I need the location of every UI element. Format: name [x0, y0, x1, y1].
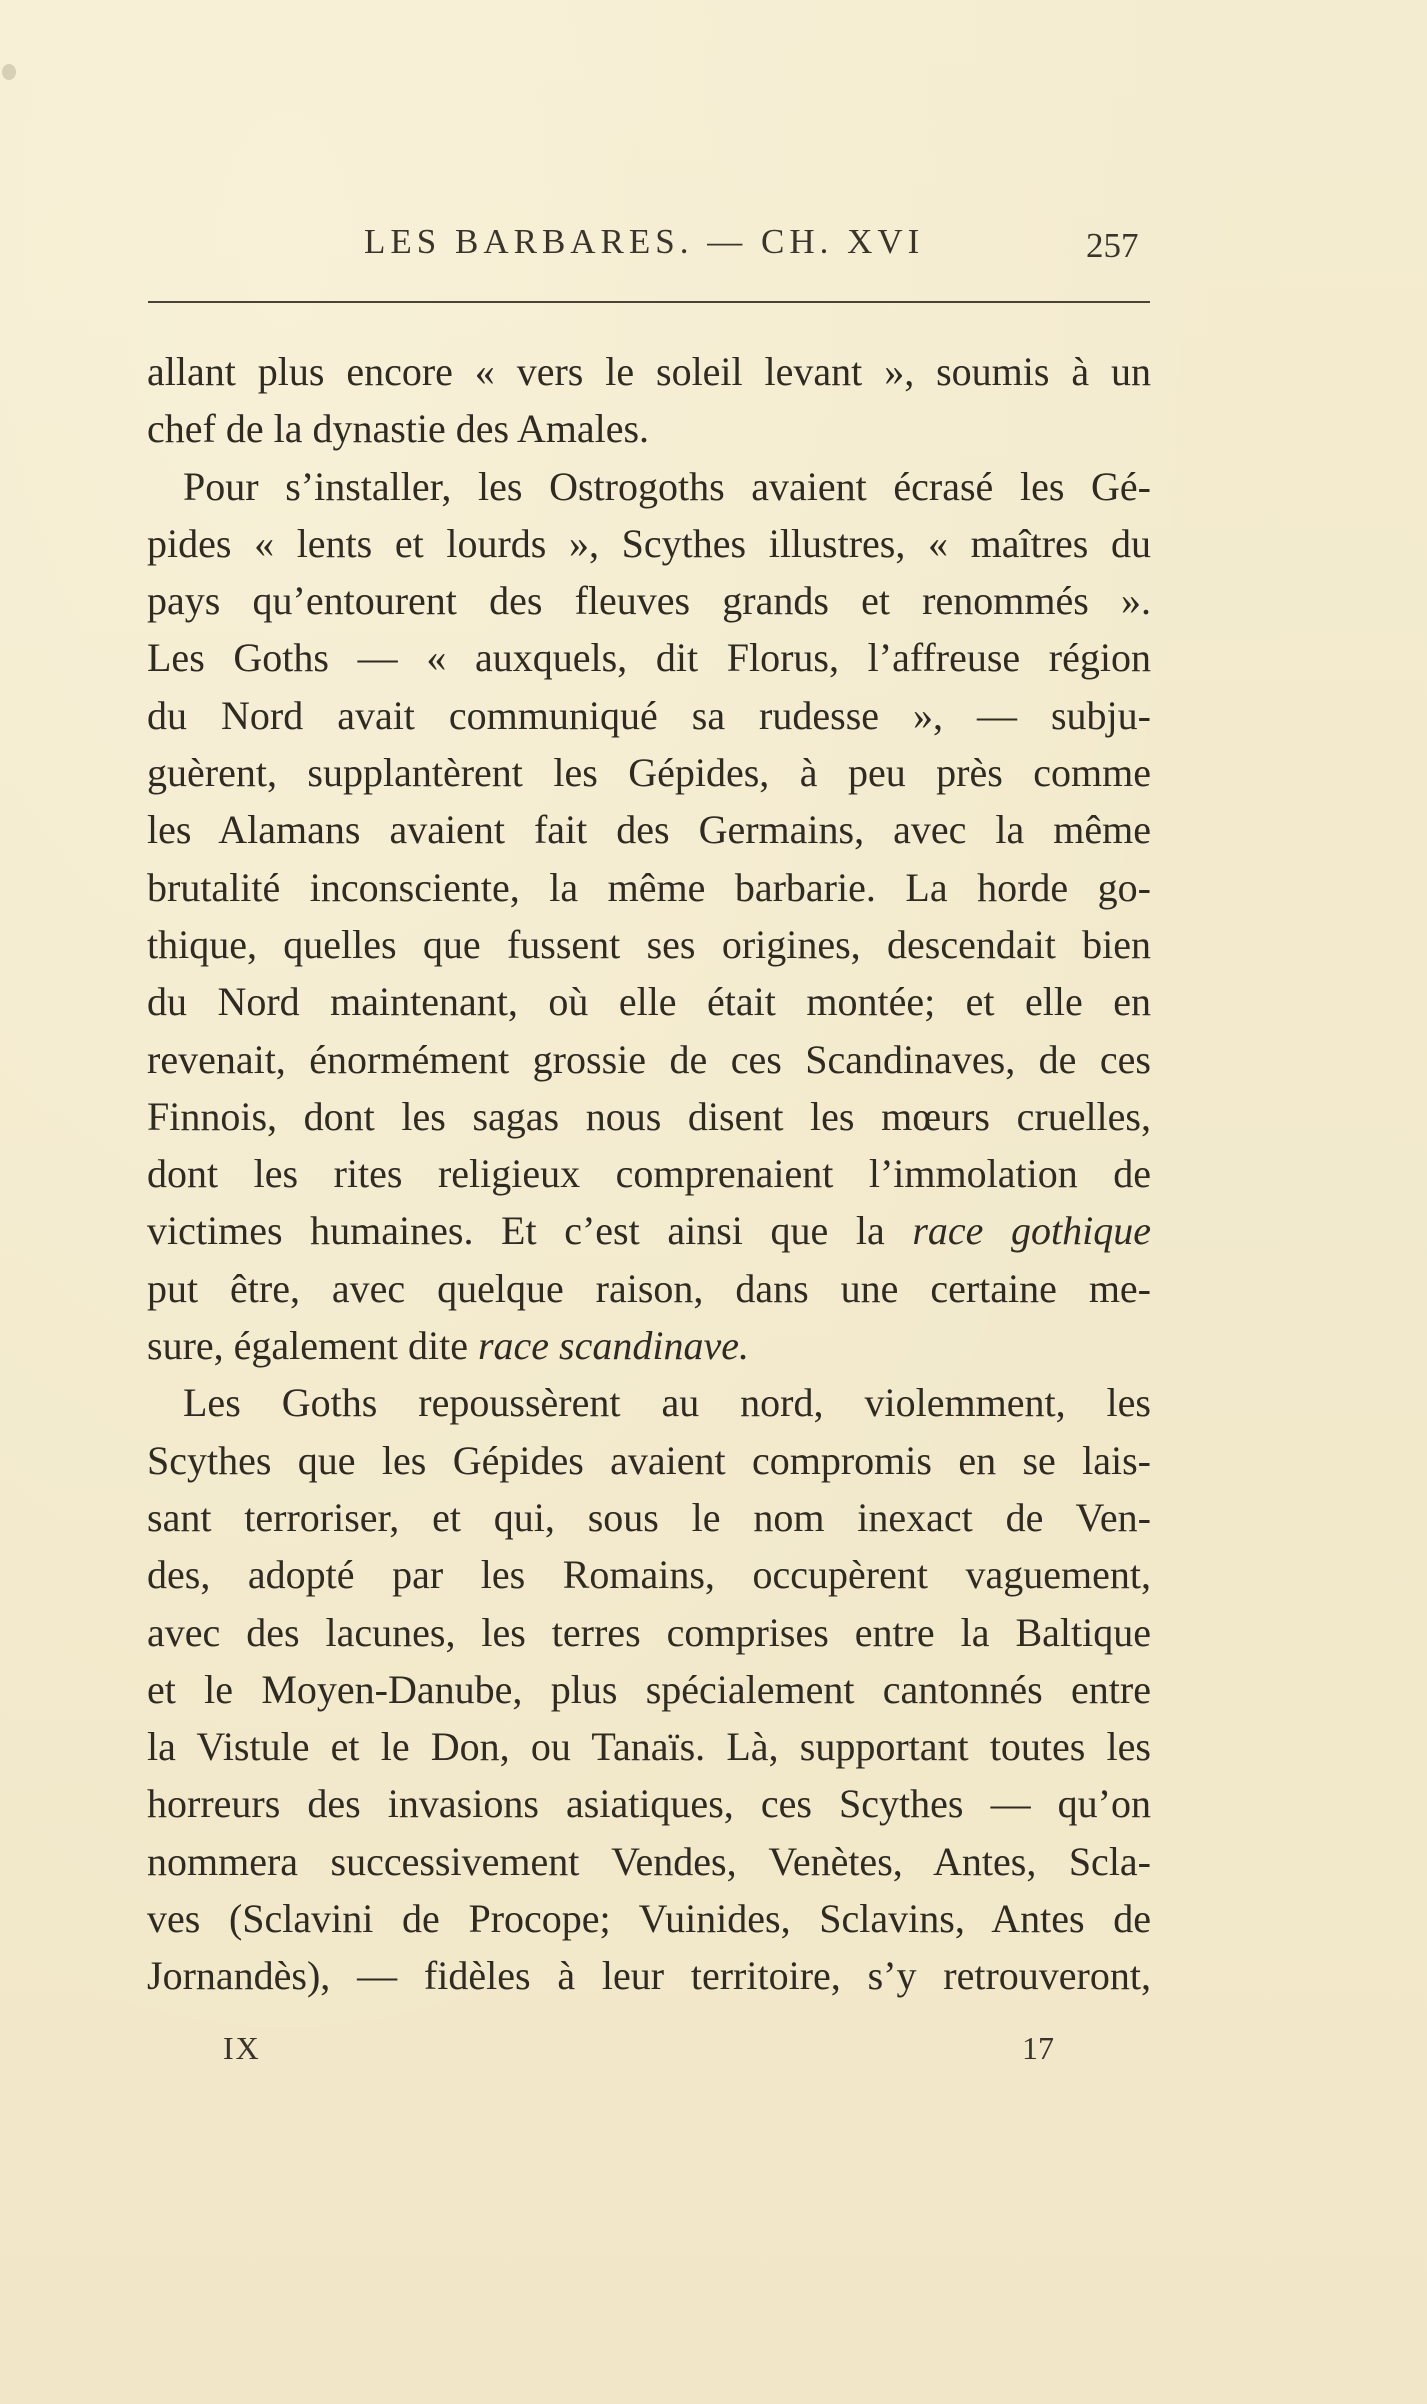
body-text	[147, 343, 1151, 2005]
text-line: thique, quelles que fussent ses origines, descendait bien	[147, 921, 1151, 967]
paper-spot	[2, 64, 16, 80]
text-line: chef de la dynastie des Amales.	[147, 406, 650, 452]
text-line: des, adopté par les Romains, occupèrent vaguement,	[147, 1552, 1151, 1598]
text-line: revenait, énormément grossie de ces Scandinaves, de ces	[147, 1036, 1151, 1082]
text-line: Scythes que les Gépides avaient compromis en se lais-	[147, 1437, 1151, 1483]
text-line: avec des lacunes, les terres comprises entre la Baltique	[147, 1609, 1151, 1655]
page-number: 257	[1086, 226, 1139, 265]
header-rule	[148, 301, 1150, 303]
text-line: horreurs des invasions asiatiques, ces Scythes — qu’on	[147, 1781, 1151, 1827]
text-segment: sure, également dite	[147, 1323, 468, 1369]
text-line-with-italic	[147, 1202, 1151, 1259]
text-line: Jornandès), — fidèles à leur territoire, s’y retrouveront,	[147, 1953, 1151, 1999]
text-line: guèrent, supplantèrent les Gépides, à peu près comme	[147, 750, 1151, 796]
text-line: allant plus encore « vers le soleil levant », soumis à un	[147, 349, 1151, 394]
text-line: les Alamans avaient fait des Germains, avec la même	[147, 807, 1151, 853]
text-line: nommera successivement Vendes, Venètes, Antes, Scla-	[147, 1838, 1151, 1884]
text-line: du Nord avait communiqué sa rudesse », — subju-	[147, 692, 1151, 738]
text-line: Les Goths — « auxquels, dit Florus, l’affreuse région	[147, 635, 1151, 681]
running-head: LES BARBARES. — CH. XVI	[364, 222, 925, 261]
text-line-with-italic	[147, 1317, 1151, 1374]
text-line: pays qu’entourent des fleuves grands et renommés ».	[147, 578, 1151, 624]
italic-race-gothique: race gothique	[912, 1208, 1151, 1254]
text-segment: victimes humaines. Et c’est ainsi que la	[147, 1208, 885, 1254]
text-line: du Nord maintenant, où elle était montée; et elle en	[147, 979, 1151, 1025]
text-line: brutalité inconsciente, la même barbarie. La horde go-	[147, 864, 1151, 910]
signature-mark: IX	[223, 2030, 261, 2066]
sheet-number: 17	[1022, 2030, 1054, 2066]
text-line: Les Goths repoussèrent au nord, violemment, les	[183, 1380, 1151, 1426]
text-line: la Vistule et le Don, ou Tanaïs. Là, supportant toutes les	[147, 1724, 1151, 1770]
text-line: ves (Sclavini de Procope; Vuinides, Sclavins, Antes de	[147, 1896, 1151, 1942]
text-line: et le Moyen-Danube, plus spécialement cantonnés entre	[147, 1666, 1151, 1712]
italic-race-scandinave: race scandinave.	[477, 1323, 749, 1369]
text-line: Pour s’installer, les Ostrogoths avaient écrasé les Gé-	[183, 463, 1151, 509]
text-line: dont les rites religieux comprenaient l’immolation de	[147, 1151, 1151, 1197]
text-line: pides « lents et lourds », Scythes illustres, « maîtres du	[147, 520, 1151, 566]
text-line: sant terroriser, et qui, sous le nom inexact de Ven-	[147, 1494, 1151, 1540]
text-line: put être, avec quelque raison, dans une certaine me-	[147, 1265, 1151, 1311]
text-line: Finnois, dont les sagas nous disent les mœurs cruelles,	[147, 1093, 1151, 1139]
